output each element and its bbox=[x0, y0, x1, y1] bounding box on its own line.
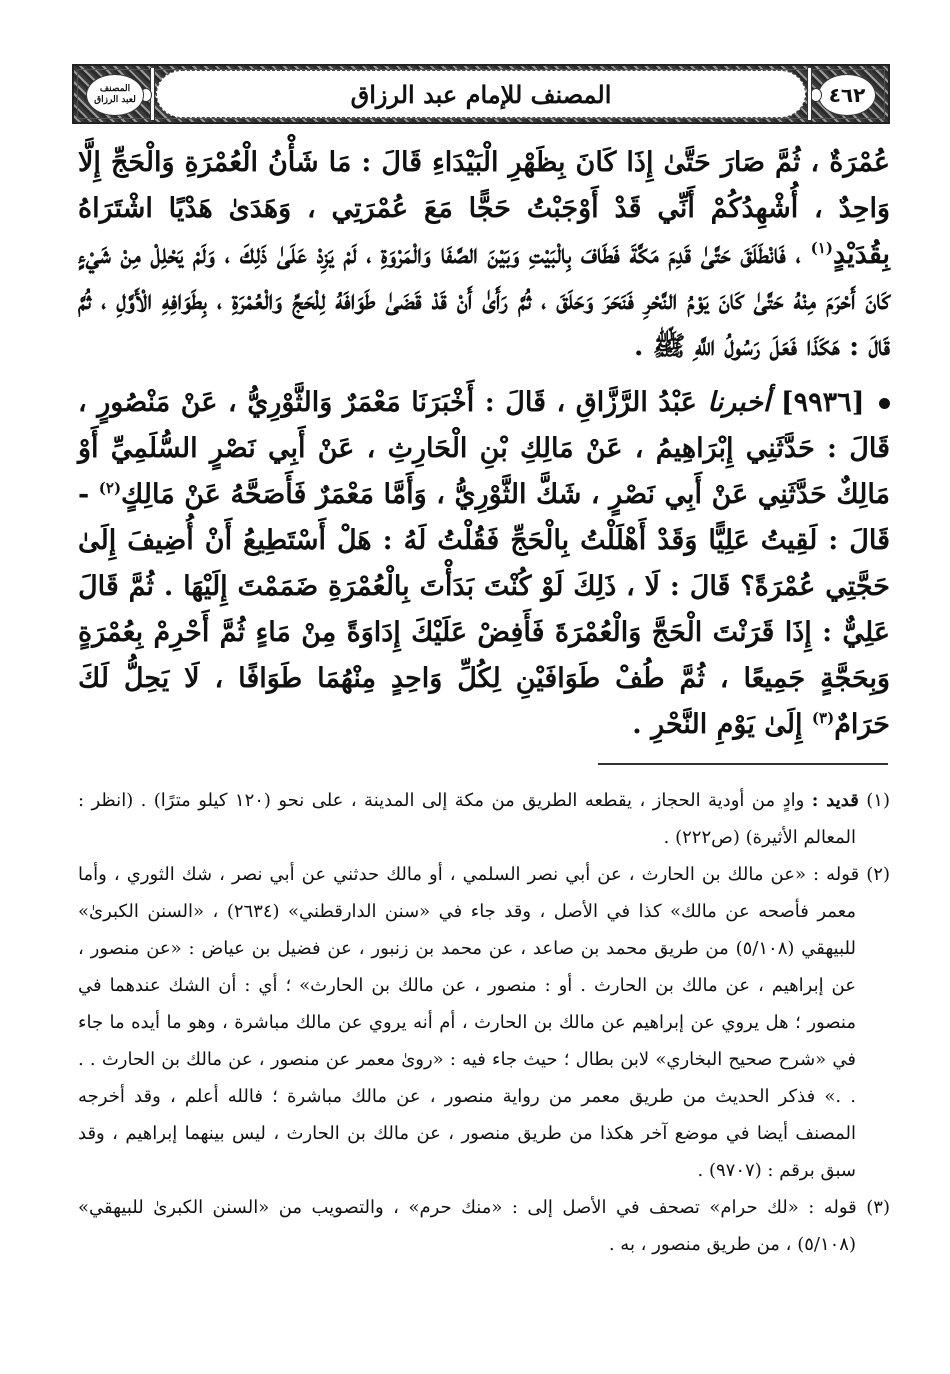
book-title: المصنف للإمام عبد الرزاق bbox=[350, 79, 612, 109]
footnote-ref-1[interactable]: (١) bbox=[810, 239, 833, 257]
ornament-divider bbox=[807, 68, 812, 120]
narration-abbreviation: أخبرنا bbox=[707, 387, 771, 418]
page-header-ornament bbox=[72, 64, 890, 124]
main-text bbox=[78, 140, 890, 758]
footnote-number: (١) bbox=[866, 790, 890, 811]
paragraph-text: - قَالَ : لَقِيتُ عَلِيًّا وَقَدْ أَهْلَلْتُ بِالْحَجِّ فَقُلْتُ لَهُ : هَلْ أَسْتَطِيعُ أَنْ أُضِيفَ إِلَىٰ حَجَّتِي عُمْرَةً؟ قَالَ : لَا ، ذَلِكَ لَوْ كُنْتَ بَدَأْتَ بِالْعُمْرَةِ ضَمَمْتَ إِلَيْهَا . ثُمَّ قَالَ عَلِيٌّ : إِذَا قَرَنْتَ الْحَجَّ وَالْعُمْرَةَ فَأَفِضْ عَلَيْكَ إِدَاوَةً مِنْ مَاءٍ ثُمَّ أَحْرِمْ بِعُمْرَةٍ وَبِحَجَّةٍ جَمِيعًا ، ثُمَّ طُفْ طَوَافَيْنِ لِكُلِّ وَاحِدٍ مِنْهُمَا طَوَافًا ، لَا يَحِلُّ لَكَ حَرَامٌ bbox=[78, 479, 891, 740]
footnote-separator bbox=[598, 763, 888, 765]
title-cartouche bbox=[156, 70, 806, 118]
footnote-number: (٣) bbox=[866, 1197, 890, 1218]
seal-line-1: المصنف bbox=[99, 84, 131, 94]
footnote-number: (٢) bbox=[866, 864, 890, 885]
bullet-icon bbox=[879, 398, 890, 409]
footnote-3 bbox=[78, 1189, 890, 1263]
footnote-text: قوله : «لك حرام» تصحف في الأصل إلى : «منك حرم» ، والتصويب من «السنن الكبرىٰ للبيهقي» (٥/١٠٨) ، من طريق منصور ، به . bbox=[78, 1197, 857, 1255]
paragraph-text: ، فَانْطَلَقَ حَتَّىٰ قَدِمَ مَكَّةَ فَطَافَ بِالْبَيْتِ وَبَيْنَ الصَّفَا وَالْمَرْوَةِ ، لَمْ يَزِدْ عَلَىٰ ذَلِكَ ، وَلَمْ يَحْلِلْ مِنْ شَيْءٍ كَانَ أَحْرَمَ مِنْهُ حَتَّىٰ كَانَ يَوْمُ النَّحْرِ فَنَحَرَ وَحَلَقَ ، ثُمَّ رَأَىٰ أَنْ قَدْ قَضَىٰ طَوَافَهُ لِلْحَجِّ وَالْعُمْرَةِ ، بِطَوَافِهِ الْأَوَّلِ ، ثُمَّ قَالَ : هَكَذَا فَعَلَ رَسُولُ اللَّهِ ﷺ . bbox=[78, 239, 890, 362]
footnotes bbox=[78, 782, 890, 1263]
hadith-number: [٩٩٣٦] bbox=[780, 387, 865, 418]
footnote-keyword: قديد : bbox=[811, 790, 859, 811]
seal-text bbox=[94, 84, 136, 106]
footnote-text: قوله : «عن مالك بن الحارث ، عن أبي نصر السلمي ، أو مالك حدثني عن أبي نصر ، شك الثوري ، وأما معمر فأصحه عن مالك» كذا في الأصل ، وقد جاء في «سنن الدارقطني» (٢٦٣٤) ، «السنن الكبرىٰ» للبيهقي (٥/١٠٨) من طريق محمد بن صاعد ، عن محمد بن زنبور ، عن فضيل بن عياض : «عن منصور ، عن إبراهيم ، عن مالك بن الحارث . أو : منصور ، عن مالك بن الحارث» ؛ أي : أن الشك عندهما في منصور ؛ هل يروي عن إبراهيم عن مالك بن الحارث ، أم أنه يروي عن مالك مباشرة ، وهو ما أيده ما جاء في «شرح صحيح البخاري» لابن بطال ؛ حيث جاء فيه : «روىٰ معمر عن منصور ، عن مالك بن الحارث . . . .» فذكر الحديث من طريق معمر من رواية منصور ، عن مالك مباشرة ؛ فالله أعلم ، وقد أخرجه المصنف أيضا في موضع آخر هكذا من طريق منصور ، عن مالك بن الحارث ، ليس بينهما إبراهيم ، وقد سبق برقم : (٩٧٠٧) . bbox=[78, 864, 860, 1181]
footnote-ref-2[interactable]: (٢) bbox=[98, 479, 122, 497]
footnote-2 bbox=[78, 856, 890, 1189]
page-number-medallion bbox=[818, 74, 876, 116]
footnote-ref-3[interactable]: (٣) bbox=[811, 709, 835, 727]
paragraph-text: عَبْدُ الرَّزَّاقِ ، قَالَ : أَخْبَرَنَا مَعْمَرٌ وَالثَّوْرِيُّ ، عَنْ مَنْصُورٍ ، قَالَ : حَدَّثَنِي إِبْرَاهِيمُ ، عَنْ مَالِكِ بْنِ الْحَارِثِ ، عَنْ أَبِي نَصْرٍ السُّلَمِيِّ أَوْ مَالِكٌ حَدَّثَنِي عَنْ أَبِي نَصْرٍ ، شَكَّ الثَّوْرِيُّ ، وَأَمَّا مَعْمَرٌ فَأَصَحَّهُ عَنْ مَالِكٍ bbox=[78, 387, 891, 510]
paragraph-text: إِلَىٰ يَوْمِ النَّحْرِ . bbox=[632, 709, 803, 740]
footnote-1 bbox=[78, 782, 890, 856]
paragraph-continuation bbox=[78, 140, 890, 370]
book-seal-medallion bbox=[86, 74, 144, 116]
hadith-entry bbox=[78, 380, 890, 748]
seal-line-2: لعبد الرزاق bbox=[94, 95, 136, 105]
paragraph-text: عُمْرَةٌ ، ثُمَّ صَارَ حَتَّىٰ إِذَا كَانَ بِظَهْرِ الْبَيْدَاءِ قَالَ : مَا شَأْنُ الْعُمْرَةِ وَالْحَجِّ إِلَّا وَاحِدٌ ، أُشْهِدُكُمْ أَنِّي قَدْ أَوْجَبْتُ حَجًّا مَعَ عُمْرَتِي ، وَهَدَىٰ هَدْيًا اشْتَرَاهُ بِقُدَيْدٍ bbox=[78, 147, 890, 270]
footnote-text: وادٍ من أودية الحجاز ، يقطعه الطريق من مكة إلى المدينة ، على نحو (١٢٠ كيلو مترًا) . (انظر : المعالم الأثيرة) (ص٢٢٢) . bbox=[78, 790, 856, 848]
page-number: ٤٦٢ bbox=[828, 83, 866, 107]
